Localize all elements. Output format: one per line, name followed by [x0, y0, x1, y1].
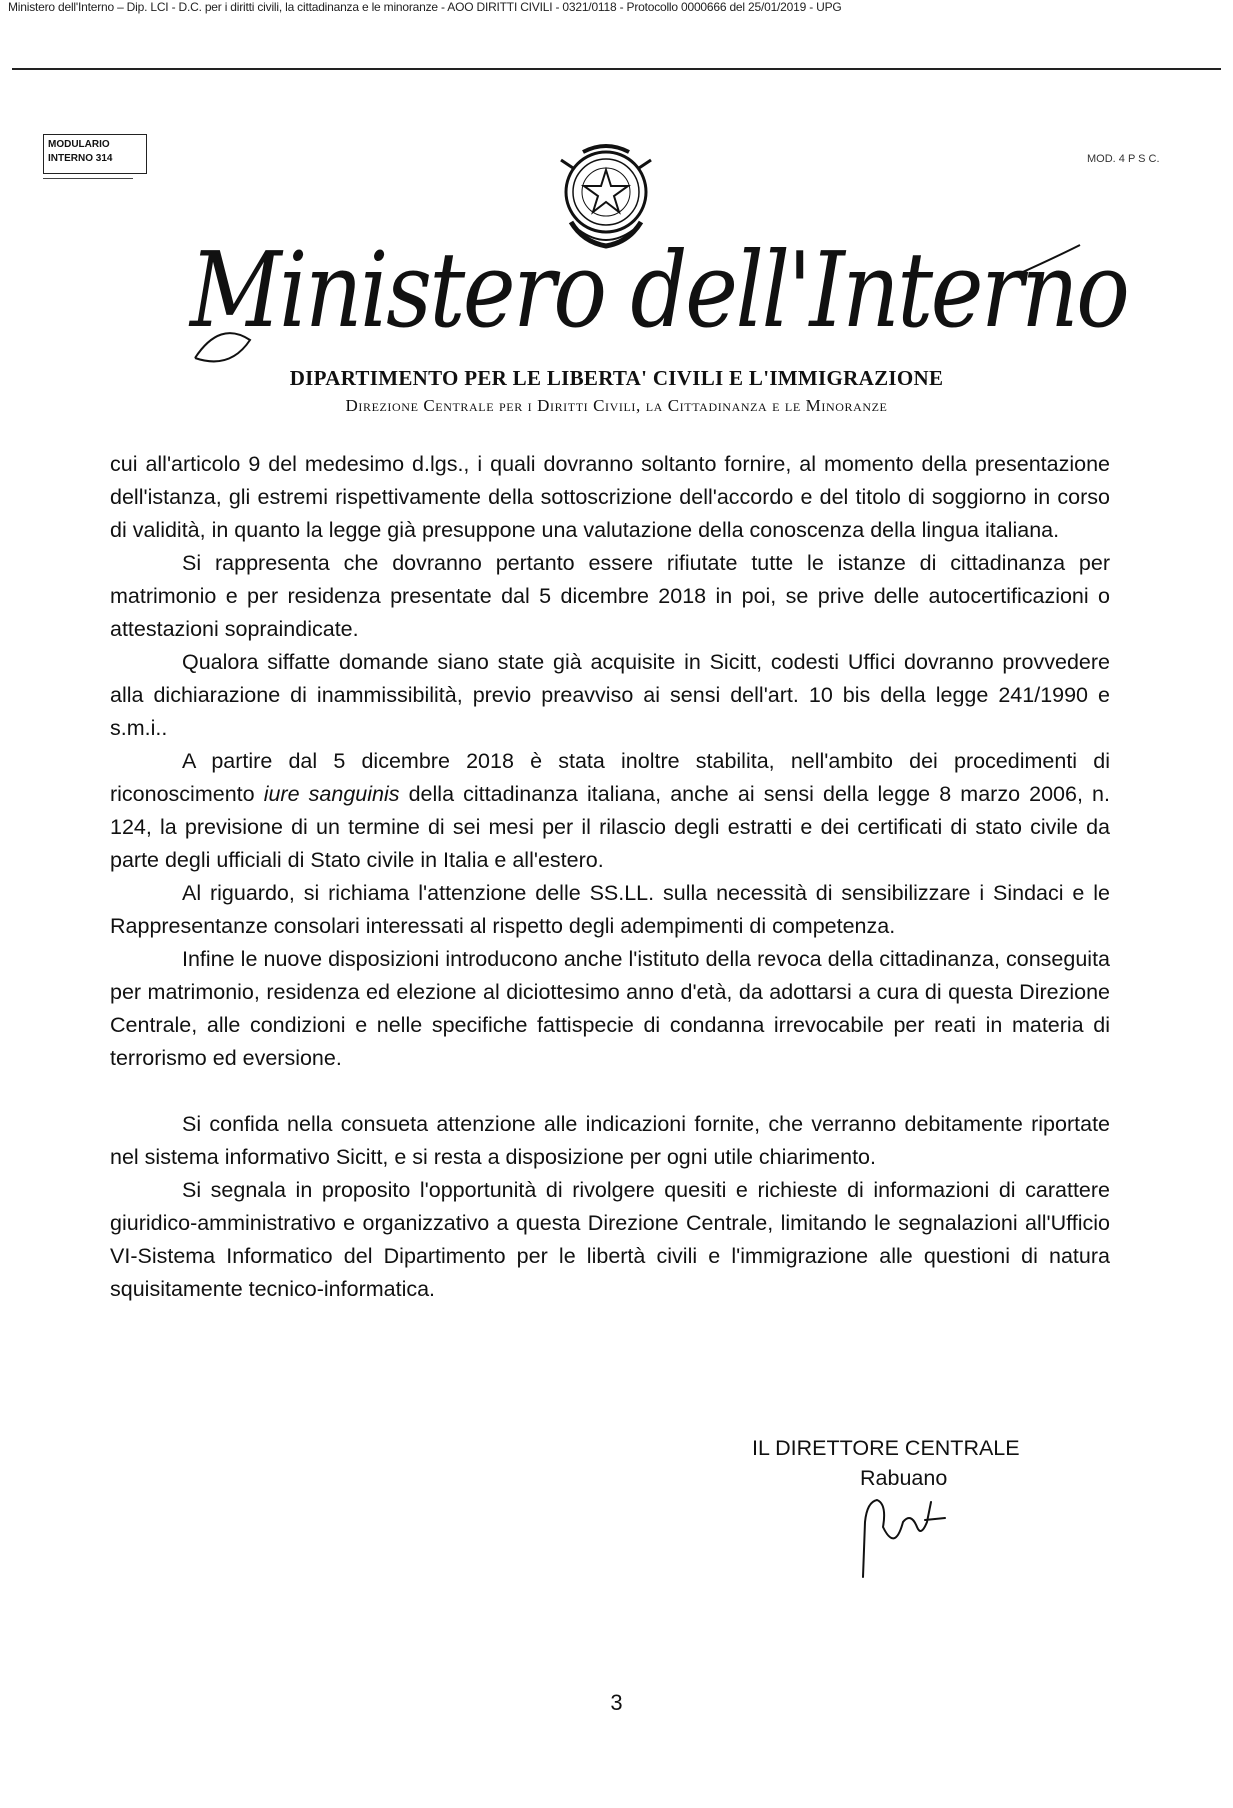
body-paragraph-6: Infine le nuove disposizioni introducono anche l'istituto della revoca della cittadinanza, conseguita per matrimonio, residenza ed elezione al diciottesimo anno d'età, da adottarsi a cura di questa Direzione Centrale, alle condizioni e nelle specifiche fattispecie di condanna irrevocabile per reati in materia di terrorismo ed eversione. [110, 947, 1110, 1070]
department-title: DIPARTIMENTO PER LE LIBERTA' CIVILI E L'IMMIGRAZIONE [289, 366, 944, 390]
protocol-header-line: Ministero dell'Interno – Dip. LCI - D.C. per i diritti civili, la cittadinanza e le minoranze - AOO DIRITTI CIVILI - 0321/0118 - Protocollo 0000666 del 25/01/2019 - UPG [8, 0, 842, 14]
letter-body [110, 448, 1110, 1306]
modulario-underline [43, 178, 133, 179]
body-paragraph-4 [110, 745, 1110, 877]
iure-sanguinis-term: iure sanguinis [263, 782, 400, 806]
modulario-box [43, 134, 147, 174]
paragraph-4-after: della cittadinanza italiana, anche ai sensi della legge 8 marzo 2006, n. 124, la previsione di un termine di sei mesi per il rilascio degli estratti e dei certificati di stato civile da parte degli ufficiali di Stato civile in Italia e all'estero. [110, 782, 1110, 872]
paragraph-4-before: A partire dal 5 dicembre 2018 è stata inoltre stabilita, nell'ambito dei procedimenti di riconoscimento [110, 749, 1110, 806]
body-paragraph-8: Si segnala in proposito l'opportunità di rivolgere quesiti e richieste di informazioni di carattere giuridico-amministrativo e organizzativo a questa Direzione Centrale, limitando le segnalazioni all'Ufficio VI-Sistema Informatico del Dipartimento per le libertà civili e l'immigrazione alle questioni di natura squisitamente tecnico-informatica. [110, 1178, 1110, 1301]
body-paragraph-1: cui all'articolo 9 del medesimo d.lgs., i quali dovranno soltanto fornire, al momento della presentazione dell'istanza, gli estremi rispettivamente della sottoscrizione dell'accordo e del titolo di soggiorno in corso di validità, in quanto la legge già presuppone una valutazione della conoscenza della lingua italiana. [110, 452, 1110, 542]
page-number: 3 [610, 1690, 623, 1715]
body-paragraph-7: Si confida nella consueta attenzione alle indicazioni fornite, che verranno debitamente riportate nel sistema informativo Sicitt, e si resta a disposizione per ogni utile chiarimento. [110, 1112, 1110, 1169]
signature-name: Rabuano [860, 1466, 948, 1490]
top-rule-divider [12, 68, 1221, 70]
body-paragraph-5: Al riguardo, si richiama l'attenzione delle SS.LL. sulla necessità di sensibilizzare i Sindaci e le Rappresentanze consolari interessati al rispetto degli adempimenti di competenza. [110, 881, 1110, 938]
body-paragraph-2: Si rappresenta che dovranno pertanto essere rifiutate tutte le istanze di cittadinanza per matrimonio e per residenza presentate dal 5 dicembre 2018 in poi, se prive delle autocertificazioni o attestazioni sopraindicate. [110, 551, 1110, 641]
modulario-line1: MODULARIO [48, 139, 110, 150]
mod-code-label: MOD. 4 P S C. [1087, 153, 1160, 165]
direction-subtitle: Direzione Centrale per i Diritti Civili, la Cittadinanza e le Minoranze [345, 396, 888, 415]
handwritten-signature-icon [855, 1482, 955, 1582]
body-paragraph-3: Qualora siffatte domande siano state già acquisite in Sicitt, codesti Uffici dovranno provvedere alla dichiarazione di inammissibilità, previo preavviso ai sensi dell'art. 10 bis della legge 241/1990 e s.m.i.. [110, 650, 1110, 740]
signature-title: IL DIRETTORE CENTRALE [752, 1436, 1020, 1460]
ministry-script-title: Ministero dell'Interno [190, 229, 1128, 351]
modulario-line2: INTERNO 314 [48, 153, 113, 164]
